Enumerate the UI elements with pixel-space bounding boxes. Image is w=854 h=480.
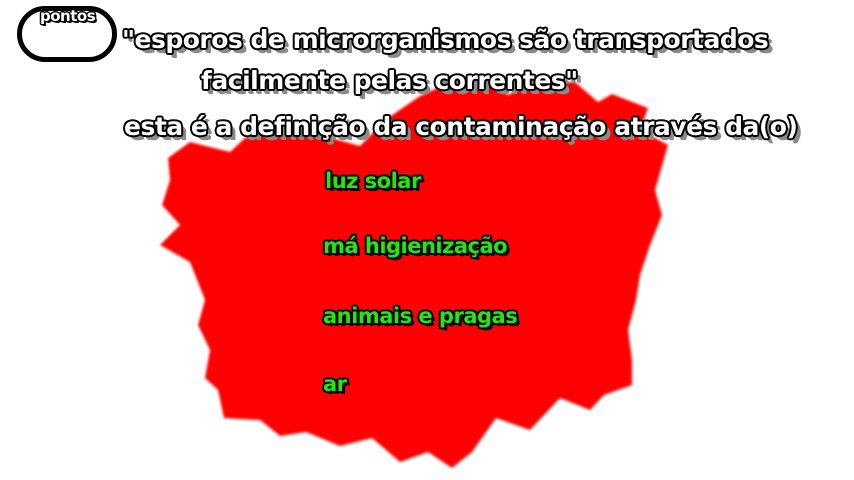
question-text-line-1: "esporos de microrganismos são transportados (122, 25, 769, 54)
answer-option-ar[interactable]: ar (323, 372, 347, 396)
answer-option-animais-e-pragas[interactable]: animais e pragas (323, 304, 518, 328)
question-text-line-3: esta é a definição da contaminação através da(o) (124, 112, 798, 141)
score-label: pontos (40, 7, 96, 25)
answer-option-luz-solar[interactable]: luz solar (325, 169, 421, 193)
question-text-line-2: facilmente pelas correntes" (201, 66, 578, 95)
answer-option-ma-higienizacao[interactable]: má higienização (323, 234, 508, 258)
